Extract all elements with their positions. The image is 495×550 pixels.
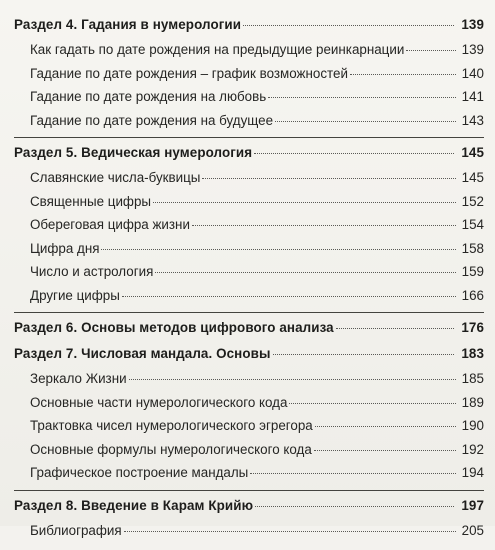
item-title: Гадание по дате рождения на будущее	[30, 112, 274, 128]
section-title: Раздел 7. Числовая мандала. Основы	[14, 346, 271, 361]
section-divider	[14, 490, 484, 491]
section-page-number: 145	[461, 145, 484, 160]
section-title: Раздел 6. Основы методов цифрового анализа	[14, 320, 334, 335]
item-page-number: 140	[461, 65, 484, 81]
toc-section-6	[14, 315, 484, 341]
section-title: Раздел 4. Гадания в нумерологии	[14, 17, 242, 32]
item-page-number: 154	[461, 217, 484, 232]
section-page-number: 139	[461, 17, 484, 32]
item-page-number: 192	[461, 441, 484, 457]
toc-item[interactable]	[14, 237, 484, 261]
dot-leader	[275, 121, 456, 122]
item-page-number: 152	[461, 193, 484, 209]
toc-item[interactable]	[14, 190, 484, 214]
toc-section-8	[14, 493, 484, 549]
dot-leader	[155, 272, 456, 273]
item-title: Гадание по дате рождения на любовь	[30, 89, 267, 104]
item-page-number: 185	[461, 371, 484, 386]
item-page-number: 143	[461, 112, 484, 128]
section-page-number: 197	[461, 497, 484, 513]
item-title: Число и астрология	[30, 264, 154, 279]
toc-item[interactable]	[14, 367, 484, 391]
item-page-number: 159	[461, 264, 484, 279]
item-page-number: 189	[461, 394, 484, 410]
dot-leader	[192, 225, 456, 226]
table-of-contents	[14, 12, 484, 550]
dot-leader	[122, 296, 456, 297]
section-page-number: 176	[461, 320, 484, 335]
dot-leader	[255, 506, 454, 507]
item-title: Библиография	[30, 522, 122, 538]
item-title: Другие цифры	[30, 287, 120, 303]
item-page-number: 158	[461, 240, 484, 256]
dot-leader	[350, 74, 456, 75]
section-heading[interactable]	[14, 140, 484, 166]
item-page-number: 141	[461, 89, 484, 104]
toc-item[interactable]	[14, 414, 484, 438]
item-page-number: 145	[461, 170, 484, 185]
toc-section-7	[14, 341, 484, 491]
dot-leader	[406, 50, 456, 51]
toc-item[interactable]	[14, 109, 484, 133]
item-title: Основные формулы нумерологического кода	[30, 441, 312, 457]
item-title: Как гадать по дате рождения на предыдущие реинкарнации	[30, 42, 405, 57]
item-title: Графическое построение мандалы	[30, 465, 249, 480]
dot-leader	[315, 426, 456, 427]
item-page-number: 205	[461, 522, 484, 538]
dot-leader	[289, 403, 456, 404]
section-divider	[14, 137, 484, 138]
toc-item[interactable]	[14, 213, 484, 237]
dot-leader	[124, 531, 456, 532]
section-divider	[14, 312, 484, 313]
item-page-number: 166	[461, 287, 484, 303]
dot-leader	[129, 379, 456, 380]
section-heading[interactable]	[14, 341, 484, 367]
toc-item[interactable]	[14, 38, 484, 62]
item-title: Зеркало Жизни	[30, 371, 127, 386]
item-page-number: 190	[461, 418, 484, 433]
dot-leader	[101, 249, 456, 250]
item-title: Цифра дня	[30, 240, 100, 256]
item-title: Священные цифры	[30, 193, 152, 209]
dot-leader	[243, 25, 454, 26]
toc-item[interactable]	[14, 461, 484, 485]
dot-leader	[268, 97, 456, 98]
item-title: Обереговая цифра жизни	[30, 217, 190, 232]
toc-item[interactable]	[14, 85, 484, 109]
dot-leader	[336, 328, 454, 329]
section-heading[interactable]	[14, 315, 484, 341]
toc-item[interactable]	[14, 166, 484, 190]
dot-leader	[314, 450, 456, 451]
dot-leader	[254, 153, 454, 154]
item-title: Славянские числа-буквицы	[30, 170, 201, 185]
toc-item[interactable]	[14, 260, 484, 284]
section-heading[interactable]	[14, 493, 484, 519]
toc-item[interactable]	[14, 519, 484, 543]
section-title: Раздел 8. Введение в Карам Крийю	[14, 497, 254, 513]
dot-leader	[202, 178, 456, 179]
toc-item[interactable]	[14, 62, 484, 86]
toc-section-5	[14, 140, 484, 313]
item-title: Основные части нумерологического кода	[30, 394, 288, 410]
item-title: Гадание по дате рождения – график возможностей	[30, 65, 348, 81]
section-page-number: 183	[461, 346, 484, 361]
toc-item[interactable]	[14, 391, 484, 415]
dot-leader	[153, 202, 456, 203]
dot-leader	[273, 354, 454, 355]
toc-section-4	[14, 12, 484, 138]
item-page-number: 194	[461, 465, 484, 480]
item-title: Трактовка чисел нумерологического эгрегора	[30, 418, 313, 433]
item-page-number: 139	[461, 42, 484, 57]
toc-item[interactable]	[14, 284, 484, 308]
section-title: Раздел 5. Ведическая нумерология	[14, 145, 253, 160]
dot-leader	[250, 473, 456, 474]
section-heading[interactable]	[14, 12, 484, 38]
toc-item[interactable]	[14, 438, 484, 462]
